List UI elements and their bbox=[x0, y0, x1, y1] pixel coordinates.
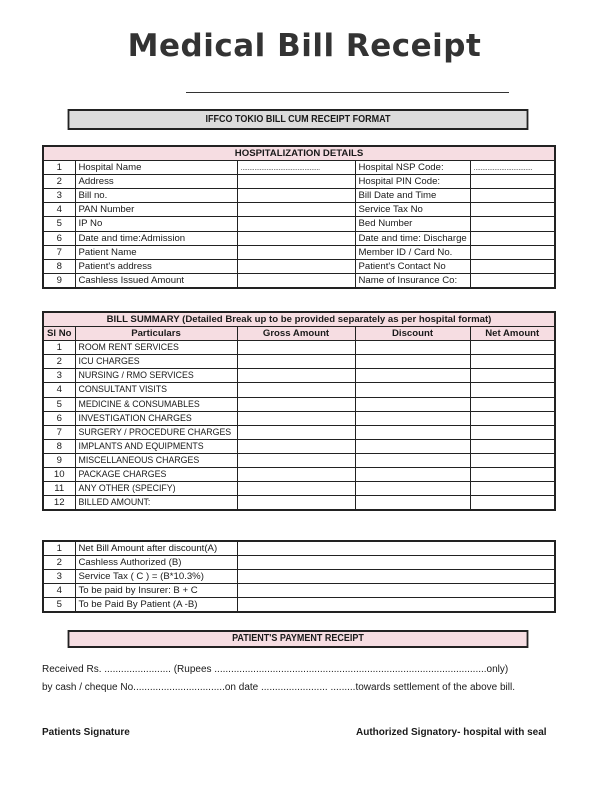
totals-row bbox=[43, 584, 555, 598]
field-label: Service Tax No bbox=[355, 203, 470, 217]
row-number: 9 bbox=[43, 273, 75, 288]
hospitalization-header: HOSPITALIZATION DETAILS bbox=[43, 146, 555, 161]
column-header-sl-no: Sl No bbox=[43, 327, 75, 341]
row-number: 1 bbox=[43, 541, 75, 556]
field-label: Cashless Issued Amount bbox=[75, 273, 237, 288]
hospitalization-row bbox=[43, 161, 555, 175]
discount-cell bbox=[355, 411, 470, 425]
row-number: 6 bbox=[43, 231, 75, 245]
totals-value-cell bbox=[237, 541, 555, 556]
totals-label: Service Tax ( C ) = (B*10.3%) bbox=[75, 570, 237, 584]
bill-summary-row bbox=[43, 496, 555, 511]
discount-cell bbox=[355, 468, 470, 482]
column-header-particulars: Particulars bbox=[75, 327, 237, 341]
gross-amount-cell bbox=[237, 341, 355, 355]
row-number: 1 bbox=[43, 161, 75, 175]
discount-cell bbox=[355, 383, 470, 397]
row-number: 3 bbox=[43, 570, 75, 584]
particulars-label: IMPLANTS AND EQUIPMENTS bbox=[75, 439, 237, 453]
hospitalization-row bbox=[43, 273, 555, 288]
bill-summary-row bbox=[43, 411, 555, 425]
discount-cell bbox=[355, 355, 470, 369]
gross-amount-cell bbox=[237, 355, 355, 369]
field-label: Name of Insurance Co: bbox=[355, 273, 470, 288]
net-amount-cell bbox=[470, 369, 555, 383]
field-value bbox=[237, 217, 355, 231]
row-number: 6 bbox=[43, 411, 75, 425]
bill-summary-row bbox=[43, 453, 555, 467]
field-label: Patient's Contact No bbox=[355, 259, 470, 273]
field-label: Patient's address bbox=[75, 259, 237, 273]
hospitalization-details-table bbox=[42, 145, 556, 289]
particulars-label: MEDICINE & CONSUMABLES bbox=[75, 397, 237, 411]
field-value bbox=[237, 175, 355, 189]
totals-label: To be paid by Insurer: B + C bbox=[75, 584, 237, 598]
field-label: Bed Number bbox=[355, 217, 470, 231]
gross-amount-cell bbox=[237, 397, 355, 411]
row-number: 2 bbox=[43, 175, 75, 189]
discount-cell bbox=[355, 439, 470, 453]
discount-cell bbox=[355, 453, 470, 467]
net-amount-cell bbox=[470, 468, 555, 482]
row-number: 12 bbox=[43, 496, 75, 511]
gross-amount-cell bbox=[237, 369, 355, 383]
row-number: 2 bbox=[43, 556, 75, 570]
field-value bbox=[237, 259, 355, 273]
totals-row bbox=[43, 598, 555, 613]
field-value bbox=[470, 175, 555, 189]
net-amount-cell bbox=[470, 482, 555, 496]
particulars-label: ICU CHARGES bbox=[75, 355, 237, 369]
totals-label: Net Bill Amount after discount(A) bbox=[75, 541, 237, 556]
field-label: Bill no. bbox=[75, 189, 237, 203]
payment-receipt-header bbox=[68, 630, 529, 648]
format-header bbox=[68, 109, 529, 130]
discount-cell bbox=[355, 425, 470, 439]
bill-summary-header-row bbox=[43, 312, 555, 327]
column-header-discount: Discount bbox=[355, 327, 470, 341]
field-value bbox=[237, 203, 355, 217]
particulars-label: CONSULTANT VISITS bbox=[75, 383, 237, 397]
field-value bbox=[470, 217, 555, 231]
field-label: Date and time:Admission bbox=[75, 231, 237, 245]
page-title: Medical Bill Receipt bbox=[127, 28, 482, 64]
bill-summary-row bbox=[43, 482, 555, 496]
discount-cell bbox=[355, 496, 470, 511]
row-number: 7 bbox=[43, 425, 75, 439]
discount-cell bbox=[355, 482, 470, 496]
gross-amount-cell bbox=[237, 411, 355, 425]
particulars-label: ROOM RENT SERVICES bbox=[75, 341, 237, 355]
bill-summary-row bbox=[43, 355, 555, 369]
field-label: Member ID / Card No. bbox=[355, 245, 470, 259]
field-label: Bill Date and Time bbox=[355, 189, 470, 203]
field-label: PAN Number bbox=[75, 203, 237, 217]
gross-amount-cell bbox=[237, 383, 355, 397]
row-number: 7 bbox=[43, 245, 75, 259]
field-value bbox=[470, 203, 555, 217]
row-number: 2 bbox=[43, 355, 75, 369]
hospitalization-row bbox=[43, 231, 555, 245]
hospitalization-row bbox=[43, 217, 555, 231]
row-number: 5 bbox=[43, 397, 75, 411]
row-number: 5 bbox=[43, 217, 75, 231]
net-amount-cell bbox=[470, 411, 555, 425]
field-value bbox=[237, 245, 355, 259]
particulars-label: NURSING / RMO SERVICES bbox=[75, 369, 237, 383]
field-value bbox=[237, 273, 355, 288]
patient-signature-label: Patients Signature bbox=[42, 727, 130, 738]
row-number: 8 bbox=[43, 259, 75, 273]
row-number: 3 bbox=[43, 369, 75, 383]
gross-amount-cell bbox=[237, 482, 355, 496]
field-label: Hospital NSP Code: bbox=[355, 161, 470, 175]
field-value bbox=[470, 273, 555, 288]
net-amount-cell bbox=[470, 453, 555, 467]
field-label: Patient Name bbox=[75, 245, 237, 259]
field-label: IP No bbox=[75, 217, 237, 231]
field-value: .................................. bbox=[470, 161, 555, 175]
particulars-label: MISCELLANEOUS CHARGES bbox=[75, 453, 237, 467]
net-amount-cell bbox=[470, 496, 555, 511]
net-amount-cell bbox=[470, 425, 555, 439]
field-value: .............................................. bbox=[237, 161, 355, 175]
gross-amount-cell bbox=[237, 439, 355, 453]
field-value bbox=[470, 259, 555, 273]
net-amount-cell bbox=[470, 397, 555, 411]
field-value bbox=[470, 189, 555, 203]
gross-amount-cell bbox=[237, 453, 355, 467]
bill-summary-row bbox=[43, 439, 555, 453]
bill-summary-row bbox=[43, 383, 555, 397]
bill-summary-table bbox=[42, 311, 556, 511]
receipt-line-received: Received Rs. ........................ (Rupees ..................................................................................................only) bbox=[42, 664, 509, 675]
row-number: 5 bbox=[43, 598, 75, 613]
hospitalization-row bbox=[43, 245, 555, 259]
column-header-gross-amount: Gross Amount bbox=[237, 327, 355, 341]
title-underline bbox=[186, 92, 509, 93]
field-label: Hospital PIN Code: bbox=[355, 175, 470, 189]
totals-label: Cashless Authorized (B) bbox=[75, 556, 237, 570]
totals-row bbox=[43, 541, 555, 556]
totals-value-cell bbox=[237, 556, 555, 570]
bill-summary-row bbox=[43, 425, 555, 439]
hospitalization-row bbox=[43, 175, 555, 189]
particulars-label: BILLED AMOUNT: bbox=[75, 496, 237, 511]
discount-cell bbox=[355, 369, 470, 383]
row-number: 1 bbox=[43, 341, 75, 355]
row-number: 8 bbox=[43, 439, 75, 453]
row-number: 4 bbox=[43, 584, 75, 598]
gross-amount-cell bbox=[237, 468, 355, 482]
row-number: 3 bbox=[43, 189, 75, 203]
format-header-label: IFFCO TOKIO BILL CUM RECEIPT FORMAT bbox=[205, 114, 391, 125]
totals-row bbox=[43, 570, 555, 584]
bill-summary-columns-row bbox=[43, 327, 555, 341]
totals-value-cell bbox=[237, 570, 555, 584]
row-number: 4 bbox=[43, 203, 75, 217]
column-header-net-amount: Net Amount bbox=[470, 327, 555, 341]
particulars-label: PACKAGE CHARGES bbox=[75, 468, 237, 482]
row-number: 10 bbox=[43, 468, 75, 482]
hospitalization-row bbox=[43, 189, 555, 203]
totals-value-cell bbox=[237, 584, 555, 598]
totals-label: To be Paid By Patient (A -B) bbox=[75, 598, 237, 613]
hospitalization-row bbox=[43, 259, 555, 273]
net-amount-cell bbox=[470, 439, 555, 453]
field-label: Hospital Name bbox=[75, 161, 237, 175]
field-value bbox=[237, 189, 355, 203]
field-label: Date and time: Discharge bbox=[355, 231, 470, 245]
field-value bbox=[237, 231, 355, 245]
row-number: 11 bbox=[43, 482, 75, 496]
field-value bbox=[470, 231, 555, 245]
field-value bbox=[470, 245, 555, 259]
bill-summary-row bbox=[43, 468, 555, 482]
bill-summary-header: BILL SUMMARY (Detailed Break up to be provided separately as per hospital format) bbox=[43, 312, 555, 327]
payment-receipt-header-label: PATIENT'S PAYMENT RECEIPT bbox=[232, 633, 364, 644]
particulars-label: ANY OTHER (SPECIFY) bbox=[75, 482, 237, 496]
net-amount-cell bbox=[470, 383, 555, 397]
row-number: 4 bbox=[43, 383, 75, 397]
bill-summary-row bbox=[43, 341, 555, 355]
totals-table bbox=[42, 540, 556, 613]
net-amount-cell bbox=[470, 341, 555, 355]
totals-value-cell bbox=[237, 598, 555, 613]
net-amount-cell bbox=[470, 355, 555, 369]
row-number: 9 bbox=[43, 453, 75, 467]
particulars-label: INVESTIGATION CHARGES bbox=[75, 411, 237, 425]
gross-amount-cell bbox=[237, 496, 355, 511]
hospitalization-header-row bbox=[43, 146, 555, 161]
receipt-line-payment-mode: by cash / cheque No.................................on date ........................ .........towards settlement of the above bill. bbox=[42, 682, 515, 693]
totals-row bbox=[43, 556, 555, 570]
bill-summary-row bbox=[43, 369, 555, 383]
bill-summary-row bbox=[43, 397, 555, 411]
discount-cell bbox=[355, 397, 470, 411]
authorized-signatory-label: Authorized Signatory- hospital with seal bbox=[356, 727, 547, 738]
particulars-label: SURGERY / PROCEDURE CHARGES bbox=[75, 425, 237, 439]
field-label: Address bbox=[75, 175, 237, 189]
hospitalization-row bbox=[43, 203, 555, 217]
gross-amount-cell bbox=[237, 425, 355, 439]
discount-cell bbox=[355, 341, 470, 355]
